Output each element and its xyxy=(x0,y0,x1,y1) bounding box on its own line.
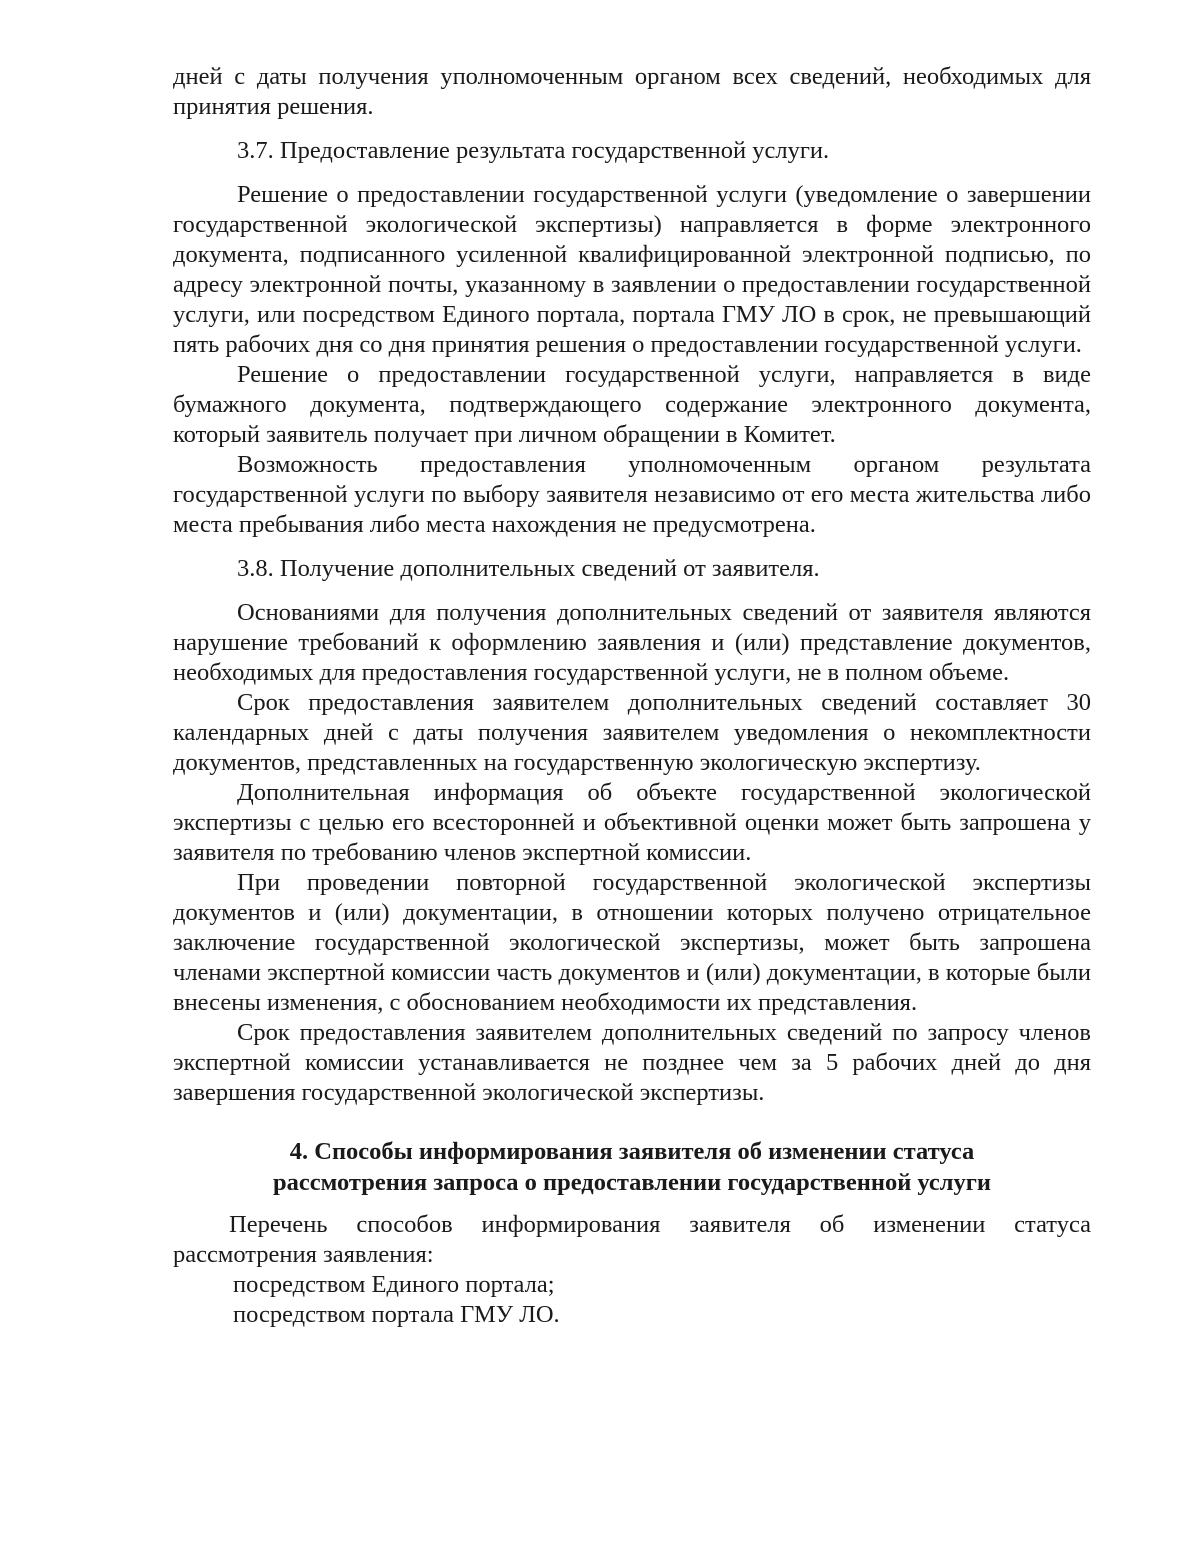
section-3-8-paragraph-2: Срок предоставления заявителем дополнительных сведений составляет 30 календарных дней с даты получения заявителем уведомления о некомплектности документов, представленных на государственную экологическую экспертизу. xyxy=(173,689,1091,776)
section-3-7-paragraph-3: Возможность предоставления уполномоченным органом результата государственной услуги по выбору заявителя независимо от его места жительства либо места пребывания либо места нахождения не предусмотрена. xyxy=(173,451,1091,538)
section-4-heading-line-2: рассмотрения запроса о предоставлении государственной услуги xyxy=(272,1169,992,1196)
section-3-7-paragraph-1: Решение о предоставлении государственной услуги (уведомление о завершении государственной экологической экспертизы) направляется в форме электронного документа, подписанного усиленной квалифицированной электронной подписью, по адресу электронной почты, указанному в заявлении о предоставлении государственной услуги, или посредством Единого портала, портала ГМУ ЛО в срок, не превышающий пять рабочих дня со дня принятия решения о предоставлении государственной услуги. xyxy=(173,181,1091,358)
section-3-8-title: 3.8. Получение дополнительных сведений от заявителя. xyxy=(237,555,820,582)
continuation-paragraph: дней с даты получения уполномоченным органом всех сведений, необходимых для принятия решения. xyxy=(173,63,1091,120)
section-3-7-paragraph-2: Решение о предоставлении государственной услуги, направляется в виде бумажного документа, подтверждающего содержание электронного документа, который заявитель получает при личном обращении в Комитет. xyxy=(173,361,1091,448)
list-item: посредством портала ГМУ ЛО. xyxy=(233,1301,560,1328)
section-4-heading-line-1: 4. Способы информирования заявителя об изменении статуса xyxy=(289,1138,975,1165)
section-3-8-paragraph-5: Срок предоставления заявителем дополнительных сведений по запросу членов экспертной комиссии устанавливается не позднее чем за 5 рабочих дней до дня завершения государственной экологической экспертизы. xyxy=(173,1019,1091,1106)
section-3-7-title: 3.7. Предоставление результата государственной услуги. xyxy=(237,137,830,164)
document-page xyxy=(173,62,1091,1330)
section-4-intro: Перечень способов информирования заявителя об изменении статуса рассмотрения заявления: xyxy=(173,1211,1091,1268)
section-3-8-paragraph-4: При проведении повторной государственной экологической экспертизы документов и (или) документации, в отношении которых получено отрицательное заключение государственной экологической экспертизы, может быть запрошена членами экспертной комиссии часть документов и (или) документации, в которые были внесены изменения, с обоснованием необходимости их представления. xyxy=(173,869,1091,1016)
section-3-8-paragraph-1: Основаниями для получения дополнительных сведений от заявителя являются нарушение требований к оформлению заявления и (или) представление документов, необходимых для предоставления государственной услуги, не в полном объеме. xyxy=(173,599,1091,686)
list-item: посредством Единого портала; xyxy=(233,1271,555,1298)
section-3-8-paragraph-3: Дополнительная информация об объекте государственной экологической экспертизы с целью его всесторонней и объективной оценки может быть запрошена у заявителя по требованию членов экспертной комиссии. xyxy=(173,779,1091,866)
